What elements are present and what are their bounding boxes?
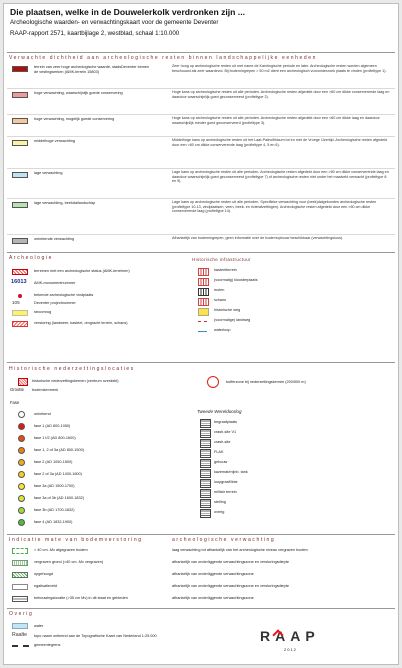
- disturbance-description: afhankelijk van onderliggende verwachtingszone: [172, 572, 254, 576]
- verstoring-label: verstoring (landweer, kasteel, omgracht terrein, schans): [34, 321, 128, 325]
- buffer-zone-label: bufferzone bij nederzettingskernen (200/500 m): [226, 380, 306, 384]
- toponym-sample: Raalte: [12, 632, 27, 638]
- expectation-swatch: [12, 172, 28, 178]
- disturbance-swatch: [12, 596, 28, 602]
- disturbance-description: afhankelijk van onderliggende verwachtingszone en verstoringsdiepte: [172, 584, 289, 588]
- stroomrug-label: stroomrug: [34, 310, 52, 314]
- expectation-description: Middelhoge kans op archeologische resten uit het Laat-Paleolithicum tot en met de Vroege IJzertijd. Archeologische resten afgedekt door een >60 cm dikke conserverende laag (profieltype 4, 5 en 6).: [172, 138, 388, 147]
- crash-icon: [200, 439, 211, 448]
- expectation-description: Lage kans op archeologische resten uit alle perioden. Specifieke verwachting voor (beek)dalgebonden archeologische resten (profieltype 10-13, vindplaatsen, veen, beek- en rivierafzettingen). Archeologische resten afgedekt door een >60 cm dikke conserverende laag (profieltype 14).: [172, 200, 377, 213]
- phase-dot: [18, 447, 25, 454]
- phase-label: onbekend: [34, 412, 51, 416]
- verstoring-swatch: [12, 321, 28, 327]
- phase-label: fase 2 of 3a (AD 1400-1600): [34, 472, 82, 476]
- monastery-icon: [198, 278, 209, 286]
- raap-logo: [260, 626, 330, 658]
- ww2-label: loopgraaf/linie: [214, 480, 238, 484]
- expectation-description: Afhankelijk van bodemingrepen, geen informatie over de bodemopbouw beschikbaar (verwachtingsloos).: [172, 236, 344, 240]
- expectation-label: onbekende verwachting: [34, 237, 75, 241]
- amk-swatch: [12, 269, 28, 275]
- amk-label: terreinen met een archeologische status (AMK-terreinen): [34, 269, 130, 273]
- section-title-verwachting: Verwachte dichtheid aan archeologische resten binnen landschappelijke eenheden: [9, 55, 317, 61]
- phase-label: fase 4 (AD 1832-1900): [34, 520, 73, 524]
- settlement-core-swatch: [18, 378, 28, 386]
- phase-dot: [18, 435, 25, 442]
- expectation-swatch: [12, 92, 28, 98]
- disturbance-label: bebouwingslocatie (>35 cm Mv) in dit staat en gebieden: [34, 596, 128, 600]
- section-title-indicatie: Indicatie mate van bodemverstoring: [9, 537, 143, 543]
- section-title-infrastructuur: Historische infrastructuur: [192, 257, 251, 262]
- building-icon: [200, 459, 211, 468]
- phase-dot: [18, 495, 25, 502]
- disturbance-description: afhankelijk van onderliggende verwachtingszone: [172, 596, 254, 600]
- row-divider: [7, 88, 395, 89]
- disturbance-description: afhankelijk van onderliggende verwachtingszone en verstoringsdiepte: [172, 560, 289, 564]
- divider: [7, 252, 395, 253]
- infra-label: waterloop: [214, 328, 231, 332]
- expectation-description: Lage kans op archeologische resten uit alle perioden. Archeologische resten afgedekt door een >60 cm dikke conserverende laag en daardoor waarschijnlijk goed geconserveerd (profieltype 7) of archeologische resten niet onder het maaiveld verwacht (profieltype 8 en 9).: [172, 170, 389, 183]
- disturbance-swatch: [12, 584, 28, 590]
- phase-dot: [18, 459, 25, 466]
- v1-icon: [200, 429, 211, 438]
- buffer-zone-icon: [207, 376, 219, 388]
- road-icon: [198, 308, 209, 316]
- ww2-label: militair terrein: [214, 490, 237, 494]
- ww2-label: kazemat/mijnb. tank: [214, 470, 248, 474]
- phase-dot: [18, 519, 25, 526]
- disturbance-swatch: [12, 560, 28, 566]
- logo-text: RAAP: [260, 628, 320, 644]
- divider: [7, 362, 395, 363]
- municipal-border-label: gemeentegrens: [34, 643, 61, 647]
- disturbance-swatch: [12, 572, 28, 578]
- ww2-label: crash-site: [214, 440, 231, 444]
- find-spot-icon: [18, 294, 22, 298]
- settlement-core-label: historische nederzettingskernen (centrum overdekt): [32, 379, 119, 383]
- project-number-sample: 105: [12, 300, 20, 305]
- castle-icon: [198, 268, 209, 276]
- phase-label: fase 2 (AD 1050-1500): [34, 460, 73, 464]
- other-icon: [200, 509, 211, 518]
- expectation-label: middelhoge verwachting: [34, 139, 75, 143]
- fase-title: Fase: [10, 400, 20, 405]
- expectation-label: terrein van zeer hoge archeologische waarde, stadsDeventer binnen de vestingwerken (AMK-terrein 15803): [34, 65, 150, 74]
- grootte-sub-label: bodemkenmerk: [32, 388, 59, 392]
- infra-label: schans: [214, 298, 227, 302]
- phase-label: fase 1 (AD 800-1050): [34, 424, 71, 428]
- grootte-label: Grootte: [10, 387, 24, 392]
- legend-sheet: [3, 3, 399, 665]
- phase-label: fase 1, 2 of 3a (AD 800-1500): [34, 448, 85, 452]
- expectation-label: hoge verwachting, waarschijnlijk goede conservering: [34, 91, 123, 95]
- divider: [7, 608, 395, 609]
- amk-number-label: AMK-monumentnummer: [34, 281, 76, 285]
- ww2-label: gebouw: [214, 460, 228, 464]
- expectation-swatch: [12, 140, 28, 146]
- infra-label: (voormalige) landweg: [214, 318, 251, 322]
- disturbance-swatch: [12, 548, 28, 554]
- section-title-nederzetting: Historische nederzettingslocaties: [9, 366, 135, 372]
- amk-number-sample: 16013: [11, 279, 27, 285]
- phase-dot: [18, 423, 25, 430]
- ww2-label: FLAK: [214, 450, 224, 454]
- find-spot-label: bekende archeologische vindplaats: [34, 293, 94, 297]
- water-label: water: [34, 624, 44, 628]
- stroomrug-swatch: [12, 310, 28, 316]
- flak-icon: [200, 449, 211, 458]
- military-icon: [200, 489, 211, 498]
- water-swatch: [12, 623, 28, 629]
- expectation-label: lage verwachting, beekdallandschap: [34, 201, 96, 205]
- ww2-label: begraafplaats: [214, 420, 238, 424]
- grave-icon: [200, 419, 211, 428]
- expectation-swatch: [12, 66, 28, 72]
- phase-dot: [18, 507, 25, 514]
- page-subtitle: Archeologische waarden- en verwachtingskaart voor de gemeente Deventer: [10, 19, 219, 26]
- logo-year: 2012: [284, 647, 297, 652]
- phase-label: fase 3a of 3b (AD 1600-1832): [34, 496, 85, 500]
- divider: [7, 52, 395, 53]
- section-title-archeologie: Archeologie: [9, 255, 54, 261]
- phase-dot: [18, 411, 25, 418]
- waterway-icon: [198, 331, 207, 332]
- row-divider: [7, 198, 395, 199]
- infra-label: kasteelterrein: [214, 268, 237, 272]
- fortification-icon: [198, 298, 209, 306]
- divider: [7, 534, 395, 535]
- ww2-label: overig: [214, 510, 225, 514]
- expectation-description: Zeer hoog op archeologische resten uit met name de Karolingische periode en later. Archeologische resten worden algemeen beschouwd als zeer waardevol. Bij bodemingrepen > 50 m2 dient een archeologisch vooronderzoek plaats te vinden (profieltype 1).: [172, 64, 387, 73]
- ww2-title: Tweede Wereldoorlog: [197, 409, 242, 414]
- infra-label: historische weg: [214, 308, 241, 312]
- phase-label: fase 3b (AD 1700-1832): [34, 508, 75, 512]
- row-divider: [7, 114, 395, 115]
- disturbance-label: egalisatieveld: [34, 584, 58, 588]
- position-icon: [200, 499, 211, 508]
- bunker-icon: [200, 469, 211, 478]
- phase-dot: [18, 471, 25, 478]
- page-title: Die plaatsen, welke in de Douwelerkolk verdronken zijn ...: [10, 7, 245, 17]
- disturbance-description: laag verwachting tot afhankelijk van het archeologische niveau vergraven bodem: [172, 548, 308, 552]
- expectation-swatch: [12, 202, 28, 208]
- municipal-border-line: [12, 645, 29, 647]
- row-divider: [7, 234, 395, 235]
- disturbance-label: > 40 cm -Mv afgegraven bodem: [34, 548, 88, 552]
- expectation-swatch: [12, 238, 28, 244]
- expectation-description: Hoge kans op archeologische resten uit alle perioden. Archeologische resten afgedekt door een >60 cm dikke conserverende laag en daardoor waarschijnlijk goed geconserveerd (profieltype 2).: [172, 90, 390, 99]
- expectation-description: Hoge kans op archeologische resten uit alle perioden. Archeologische resten afgedekt door een <60 cm dikke laag en daardoor waarschijnlijk minder goed geconserveerd (profieltype 3).: [172, 116, 380, 125]
- expectation-swatch: [12, 118, 28, 124]
- phase-label: fase 3a (AD 1500-1700): [34, 484, 75, 488]
- phase-label: fase 1 t/2 (AD 800-1600): [34, 436, 76, 440]
- expectation-label: hoge verwachting, mogelijk goede conservering: [34, 117, 115, 121]
- section-title-overig: Overig: [9, 611, 34, 617]
- ww2-label: stelling: [214, 500, 226, 504]
- row-divider: [7, 136, 395, 137]
- disturbance-label: vergraven grond (>40 cm -Mv vergraven): [34, 560, 104, 564]
- toponym-label: topo naam ontleend aan de Topografische Kaart van Nederland 1:25.000: [34, 634, 157, 638]
- project-number-label: Deventer projectnummer: [34, 301, 76, 305]
- disturbance-label: opgehoogd: [34, 572, 54, 576]
- track-icon: [198, 321, 207, 322]
- report-reference: RAAP-rapport 2571, kaartbijlage 2, westblad, schaal 1:10.000: [10, 30, 180, 37]
- row-divider: [7, 168, 395, 169]
- trench-icon: [200, 479, 211, 488]
- phase-dot: [18, 483, 25, 490]
- ww2-label: crash-site V1: [214, 430, 237, 434]
- infra-label: (voormalig) kloosterplaats: [214, 278, 258, 282]
- windmill-icon: [198, 288, 209, 296]
- infra-label: molen: [214, 288, 225, 292]
- section-title-verwachting-right: archeologische verwachting: [172, 537, 276, 543]
- expectation-label: lage verwachting: [34, 171, 63, 175]
